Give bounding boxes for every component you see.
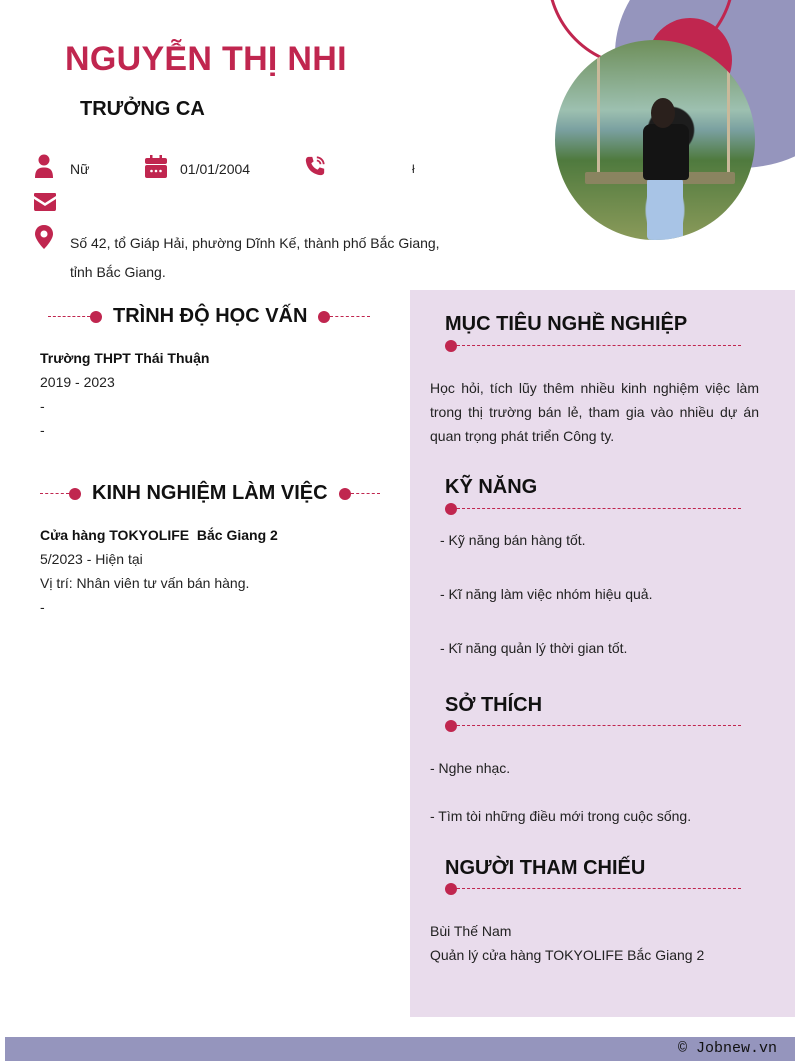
photo-rope: [727, 40, 730, 175]
skills-heading: KỸ NĂNG: [445, 476, 538, 498]
company-name: Cửa hàng TOKYOLIFE Bắc Giang 2: [40, 527, 278, 543]
experience-period: 5/2023 - Hiện tại: [40, 551, 143, 567]
location-pin-icon: [34, 225, 56, 249]
hobby-item: - Tìm tòi những điều mới trong cuộc sống.: [430, 808, 692, 824]
heading-dot: [90, 311, 102, 323]
divider-dash: [457, 888, 741, 889]
education-heading-row: [48, 305, 370, 328]
right-panel: [410, 290, 795, 1017]
footer-bar: [5, 1037, 795, 1061]
education-entry: [40, 346, 209, 442]
photo-person-body: [643, 124, 689, 180]
page-edge: [795, 0, 800, 290]
divider-dot: [445, 340, 457, 352]
skill-item: - Kĩ năng làm việc nhóm hiệu quả.: [440, 586, 653, 602]
education-period: 2019 - 2023: [40, 374, 115, 390]
divider-dash: [457, 508, 741, 509]
hobbies-divider: [445, 720, 741, 732]
experience-heading: KINH NGHIỆM LÀM VIỆC: [92, 482, 328, 504]
education-detail: -: [40, 398, 45, 414]
heading-dash: [330, 316, 370, 317]
skill-item: - Kĩ năng quản lý thời gian tốt.: [440, 640, 628, 656]
heading-dash: [351, 493, 380, 494]
photo-person-head: [651, 98, 675, 128]
hobby-item: - Nghe nhạc.: [430, 760, 511, 776]
photo-rope: [597, 40, 600, 175]
heading-dot: [339, 488, 351, 500]
gender-value: Nữ: [70, 161, 90, 177]
photo-person-legs: [647, 178, 683, 240]
education-detail: -: [40, 422, 45, 438]
references-divider: [445, 883, 741, 895]
hobbies-heading: SỞ THÍCH: [445, 694, 543, 716]
divider-dot: [445, 503, 457, 515]
heading-dash: [48, 316, 90, 317]
address-icon-wrap: [34, 225, 56, 249]
experience-detail: -: [40, 599, 45, 615]
email-icon: [34, 189, 56, 213]
phone-item: [304, 154, 415, 178]
email-item: [34, 189, 70, 213]
education-heading: TRÌNH ĐỘ HỌC VẤN: [113, 305, 308, 327]
divider-dash: [457, 725, 741, 726]
phone-value: ł: [412, 162, 415, 176]
divider-dash: [457, 345, 741, 346]
heading-dot: [318, 311, 330, 323]
heading-dot: [69, 488, 81, 500]
divider-dot: [445, 883, 457, 895]
person-icon: [34, 154, 56, 178]
gender-item: [34, 154, 89, 178]
experience-heading-row: [40, 482, 380, 505]
skill-item: - Kỹ năng bán hàng tốt.: [440, 532, 586, 548]
skills-divider: [445, 503, 741, 515]
footer-copyright[interactable]: © Jobnew.vn: [677, 1040, 777, 1057]
school-name: Trường THPT Thái Thuận: [40, 350, 210, 366]
experience-entry: [40, 523, 278, 619]
candidate-name: NGUYỄN THỊ NHI: [65, 40, 347, 78]
reference-name: Bùi Thế Nam: [430, 923, 512, 939]
references-heading: NGƯỜI THAM CHIẾU: [445, 857, 646, 879]
profile-photo: [555, 40, 755, 240]
candidate-position: TRƯỞNG CA: [80, 98, 205, 120]
birthday-value: 01/01/2004: [180, 161, 251, 177]
divider-dot: [445, 720, 457, 732]
objective-divider: [445, 340, 741, 352]
reference-role: Quản lý cửa hàng TOKYOLIFE Bắc Giang 2: [430, 947, 705, 963]
objective-heading: MỤC TIÊU NGHỀ NGHIỆP: [445, 313, 688, 335]
experience-role: Vị trí: Nhân viên tư vấn bán hàng.: [40, 575, 250, 591]
birthday-item: [145, 154, 250, 178]
calendar-icon: [145, 154, 167, 178]
objective-text: Học hỏi, tích lũy thêm nhiều kinh nghiệm việc làm trong thị trường bán lẻ, tham gia vào nhiều dự án quan trọng phát triển Công ty.: [430, 380, 759, 444]
heading-dash: [40, 493, 69, 494]
phone-icon: [304, 154, 326, 178]
address-value: Số 42, tổ Giáp Hải, phường Dĩnh Kế, thành phố Bắc Giang, tỉnh Bắc Giang.: [70, 235, 440, 280]
